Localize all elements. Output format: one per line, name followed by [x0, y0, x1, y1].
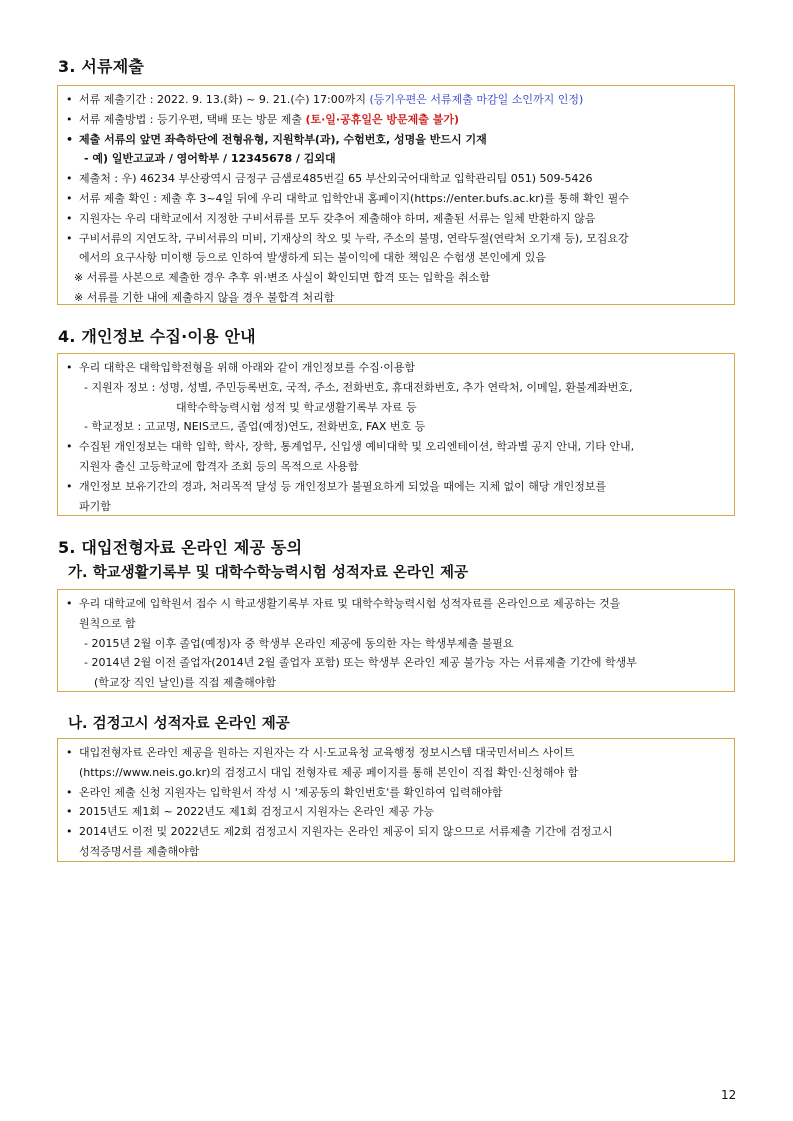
sub-item-continued: 대학수학능력시험 성적 및 학교생활기록부 자료 등	[176, 400, 417, 414]
list-item: • 수집된 개인정보는 대학 입학, 학사, 장학, 통계업무, 신입생 예비대학 및 오리엔테이션, 학과별 공지 안내, 기타 안내,	[66, 440, 635, 454]
list-item: • 서류 제출방법 : 등기우편, 택배 또는 방문 제출 (토·일·공휴일은 방문제출 불가)	[66, 112, 460, 126]
subsection-b-title: 나. 검정고시 성적자료 온라인 제공	[68, 716, 290, 732]
section-3-box	[57, 85, 735, 305]
list-item: • 제출처 : 우) 46234 부산광역시 금정구 금샘로485번길 65 부산외국어대학교 입학관리팀 051) 509-5426	[66, 172, 593, 186]
sub-item: - 지원자 정보 : 성명, 성별, 주민등록번호, 국적, 주소, 전화번호, 휴대전화번호, 추가 연락처, 이메일, 환불계좌번호,	[84, 380, 633, 394]
list-item: • 지원자는 우리 대학교에서 지정한 구비서류를 모두 갖추어 제출해야 하며, 제출된 서류는 일체 반환하지 않음	[66, 211, 596, 225]
list-item: • 온라인 제출 신청 지원자는 입학원서 작성 시 '제공동의 확인번호'를 확인하여 입력해야함	[66, 785, 503, 799]
list-item: • 우리 대학은 대학입학전형을 위해 아래와 같이 개인정보를 수집·이용함	[66, 361, 416, 374]
postal-note: (등기우편은 서류제출 마감일 소인까지 인정)	[369, 93, 584, 106]
list-item-continued: 지원자 출신 고등학교에 합격자 조회 등의 목적으로 사용함	[79, 459, 359, 473]
sub-item: - 2014년 2월 이전 졸업자(2014년 2월 졸업자 포함) 또는 학생부 온라인 제공 불가능 자는 서류제출 기간에 학생부	[84, 656, 637, 670]
section-5-title: 5. 대입전형자료 온라인 제공 동의	[58, 538, 303, 557]
method-text: 서류 제출방법 : 등기우편, 택배 또는 방문 제출	[79, 112, 302, 126]
weekend-warning: (토·일·공휴일은 방문제출 불가)	[305, 112, 460, 126]
list-item: • 개인정보 보유기간의 경과, 처리목적 달성 등 개인정보가 불필요하게 되었을 때에는 지체 없이 해당 개인정보를	[66, 479, 607, 493]
list-item-continued: 파기함	[79, 499, 111, 513]
list-item: • 대입전형자료 온라인 제공을 원하는 지원자는 각 시·도교육청 교육행정 정보시스템 대국민서비스 사이트	[66, 746, 575, 759]
list-item: • 2015년도 제1회 ~ 2022년도 제1회 검정고시 지원자는 온라인 제공 가능	[66, 805, 435, 819]
list-item-continued: 성적증명서를 제출해야함	[79, 844, 200, 858]
subsection-a-box	[57, 589, 735, 692]
subsection-b-box	[57, 738, 735, 862]
sub-item-continued: (학교장 직인 날인)를 직접 제출해야함	[94, 676, 276, 690]
list-item: • 2014년도 이전 및 2022년도 제2회 검정고시 지원자는 온라인 제공이 되지 않으므로 서류제출 기간에 검정고시	[66, 825, 613, 839]
deadline-text: 서류 제출기간 : 2022. 9. 13.(화) ~ 9. 21.(수) 17:00까지	[79, 93, 366, 106]
section-3-title: 3. 서류제출	[58, 57, 145, 76]
sub-item: - 2015년 2월 이후 졸업(예정)자 중 학생부 온라인 제공에 동의한 자는 학생부제출 불필요	[84, 636, 514, 650]
list-item: • 서류 제출 확인 : 제출 후 3~4일 뒤에 우리 대학교 입학안내 홈페이지(https://enter.bufs.ac.kr)를 통해 확인 필수	[66, 191, 629, 205]
page-number: 12	[721, 1088, 737, 1102]
example-line: - 예) 일반고교과 / 영어학부 / 12345678 / 김외대	[84, 152, 336, 166]
list-item: • 구비서류의 지연도착, 구비서류의 미비, 기재상의 착오 및 누락, 주소의 불명, 연락두절(연락처 오기재 등), 모집요강	[66, 231, 629, 245]
section-4-box	[57, 353, 735, 516]
list-item: • 우리 대학교에 입학원서 접수 시 학교생활기록부 자료 및 대학수학능력시험 성적자료를 온라인으로 제공하는 것을	[66, 597, 621, 610]
list-item: • 서류 제출기간 : 2022. 9. 13.(화) ~ 9. 21.(수) 17:00까지 (등기우편은 서류제출 마감일 소인까지 인정)	[66, 93, 584, 106]
list-item-continued: (https://www.neis.go.kr)의 검정고시 대입 전형자료 제공 페이지를 통해 본인이 직접 확인·신청해야 함	[79, 765, 579, 779]
note-line: ※ 서류를 기한 내에 제출하지 않을 경우 불합격 처리함	[74, 290, 335, 304]
list-item-continued: 원칙으로 함	[79, 616, 136, 630]
section-4-title: 4. 개인정보 수집·이용 안내	[58, 327, 256, 346]
note-line: ※ 서류를 사본으로 제출한 경우 추후 위·변조 사실이 확인되면 합격 또는 입학을 취소함	[74, 271, 490, 285]
list-item: • 제출 서류의 앞면 좌측하단에 전형유형, 지원학부(과), 수험번호, 성명을 반드시 기재	[66, 132, 487, 146]
list-item-continued: 에서의 요구사항 미이행 등으로 인하여 발생하게 되는 불이익에 대한 책임은 수험생 본인에게 있음	[79, 251, 546, 265]
subsection-a-title: 가. 학교생활기록부 및 대학수학능력시험 성적자료 온라인 제공	[68, 565, 468, 581]
sub-item: - 학교정보 : 고교명, NEIS코드, 졸업(예정)연도, 전화번호, FAX 번호 등	[84, 420, 426, 434]
